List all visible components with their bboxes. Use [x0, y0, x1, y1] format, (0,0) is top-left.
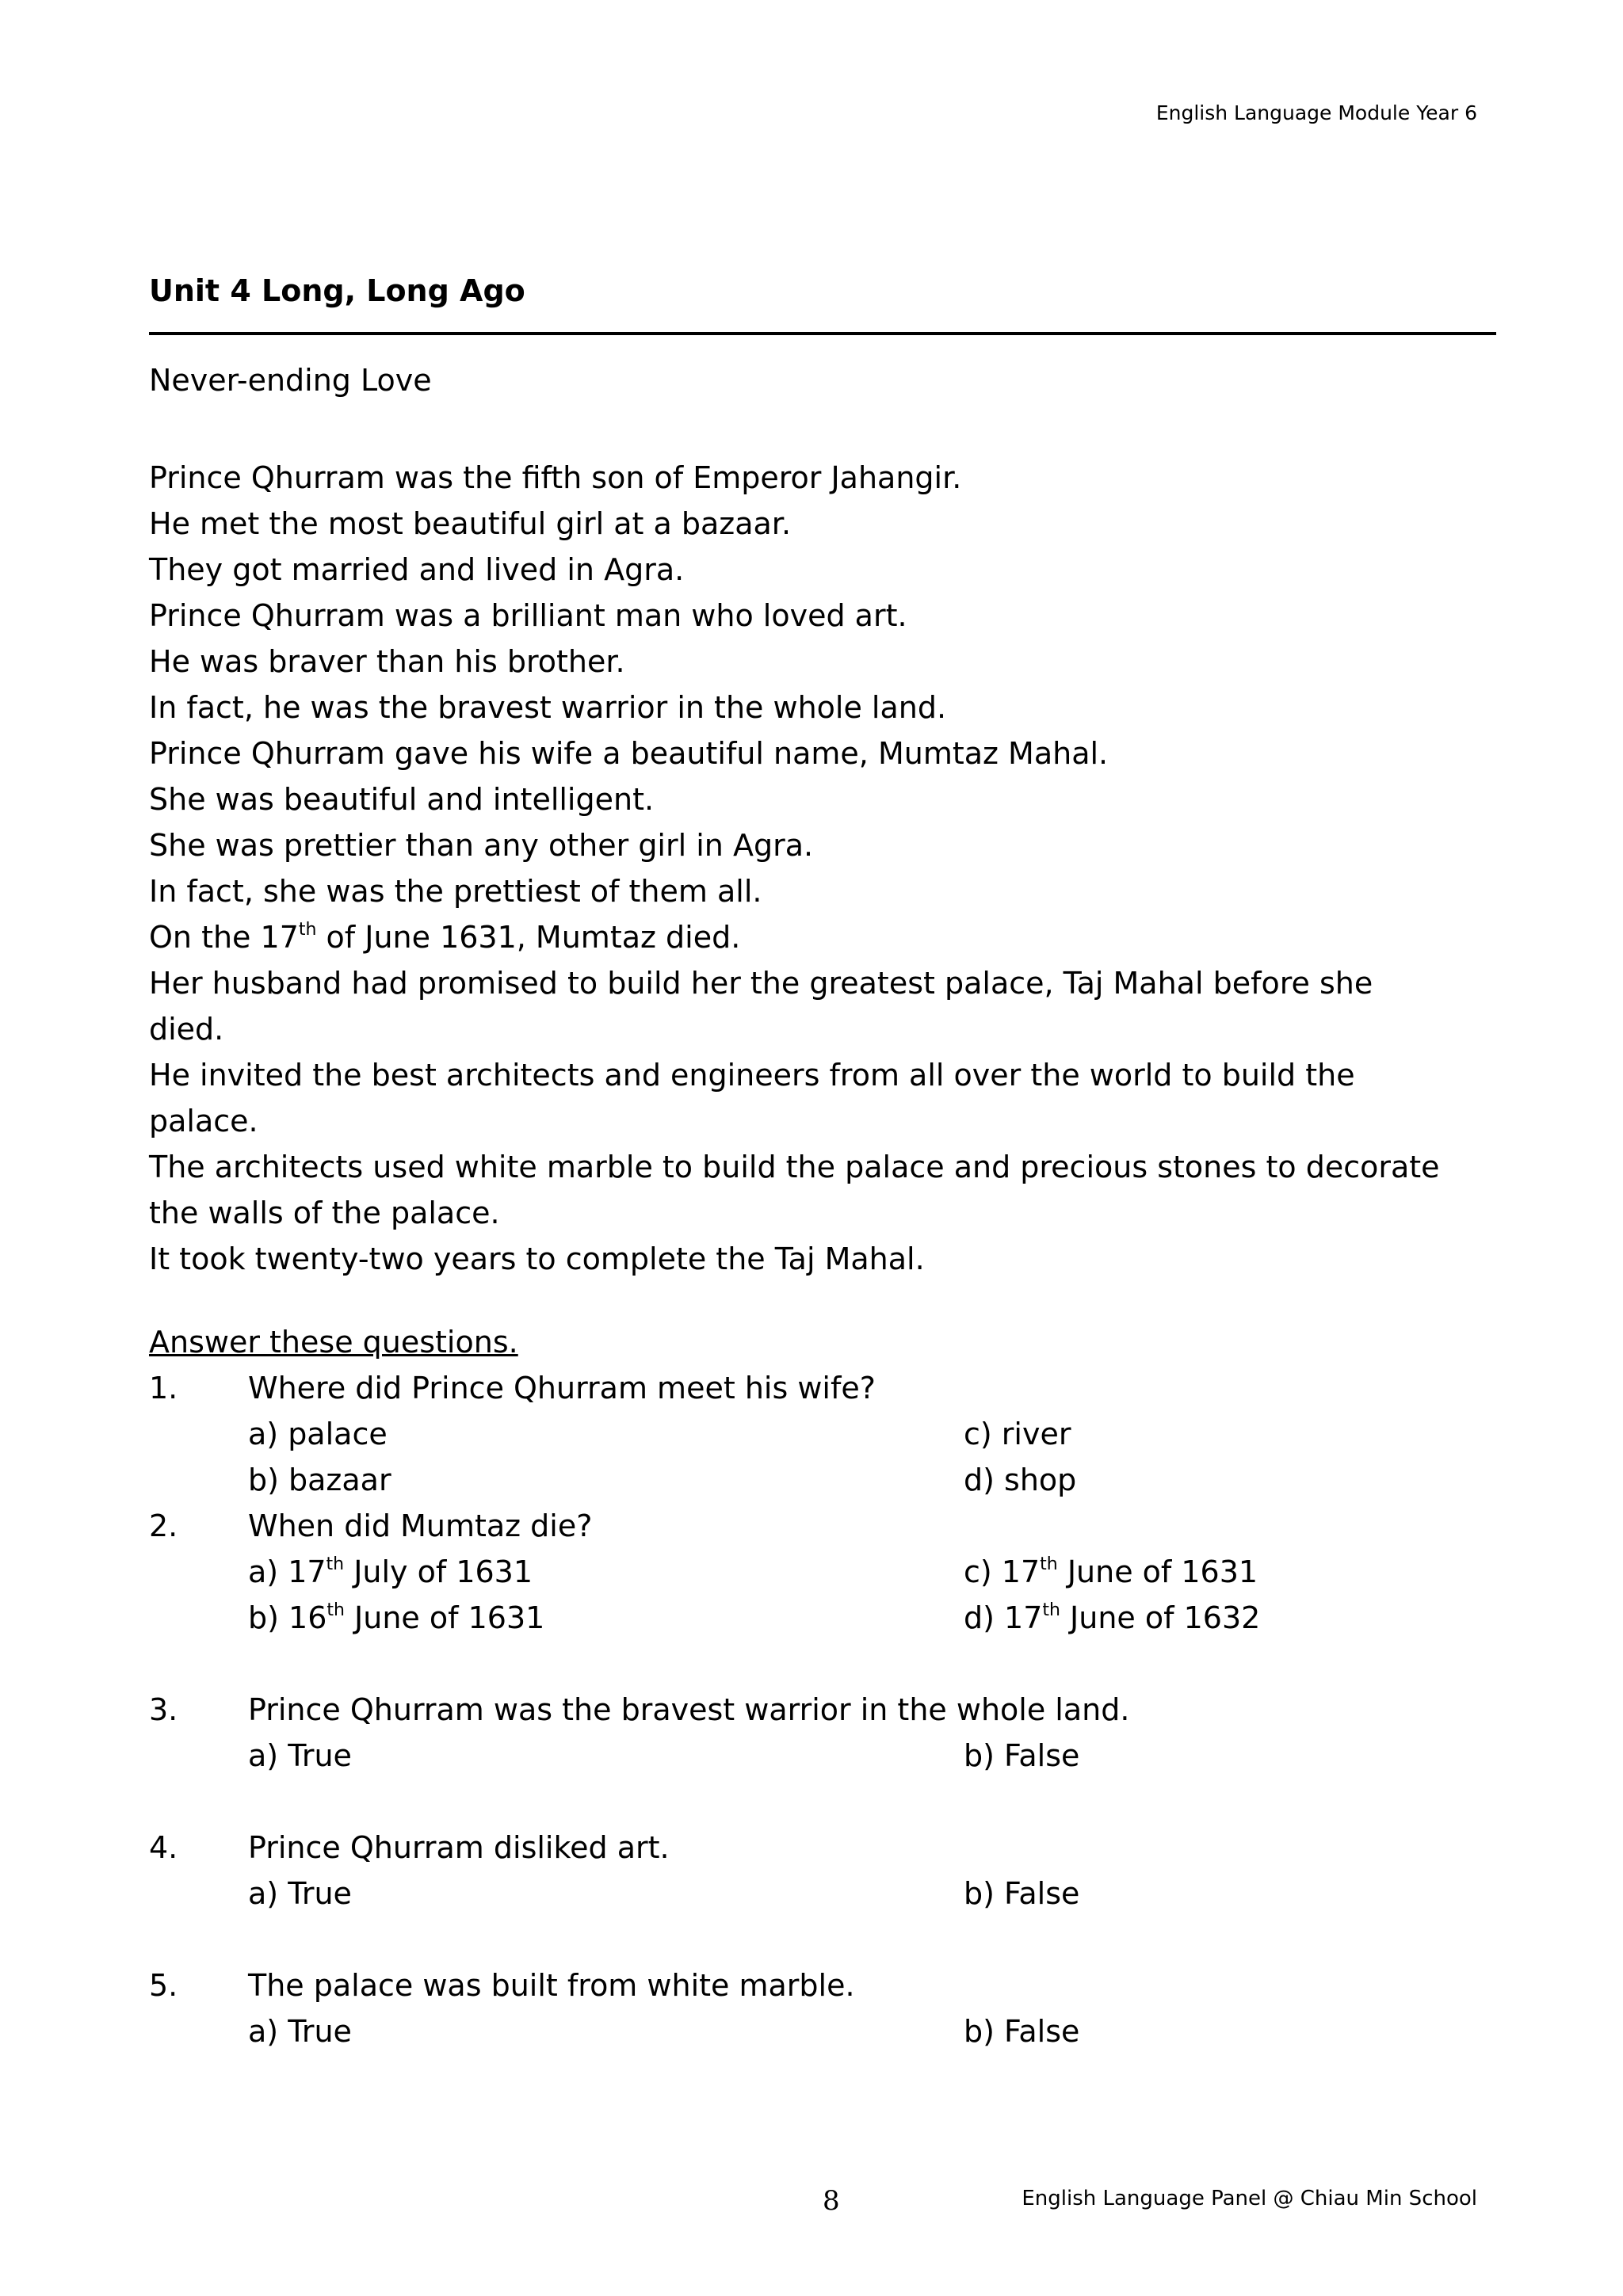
story-text — [149, 455, 1512, 1282]
question-5 — [149, 1968, 1512, 2014]
option-c: c) river — [964, 1417, 1071, 1451]
question-2 — [149, 1508, 1512, 1554]
footer-credit: English Language Panel @ Chiau Min School — [1022, 2187, 1477, 2210]
option-true: a) True — [248, 1876, 352, 1911]
question-number: 4. — [149, 1830, 178, 1865]
question-3-options — [248, 1738, 1437, 1784]
question-number: 3. — [149, 1692, 178, 1727]
option-false: b) False — [964, 2014, 1080, 2049]
ordinal: th — [327, 1600, 345, 1620]
story-line: palace. — [149, 1104, 258, 1138]
story-line: In fact, he was the bravest warrior in the whole land. — [149, 690, 947, 725]
questions-instruction: Answer these questions. — [149, 1325, 518, 1360]
option-true: a) True — [248, 2014, 352, 2049]
question-number: 1. — [149, 1371, 178, 1405]
unit-title: Unit 4 Long, Long Ago — [149, 273, 525, 308]
option-d: d) shop — [964, 1463, 1077, 1497]
story-line: The architects used white marble to build the palace and precious stones to decorate — [149, 1150, 1440, 1184]
question-5-options — [248, 2014, 1437, 2060]
story-line: He invited the best architects and engineers from all over the world to build the — [149, 1058, 1355, 1093]
question-number: 5. — [149, 1968, 178, 2003]
option-text: b) 16 — [248, 1600, 327, 1635]
option-false: b) False — [964, 1876, 1080, 1911]
question-2-options-row-2 — [248, 1600, 1437, 1646]
question-text: Where did Prince Qhurram meet his wife? — [248, 1371, 876, 1405]
option-a — [248, 1554, 533, 1589]
story-line: In fact, she was the prettiest of them all. — [149, 874, 762, 909]
question-text: Prince Qhurram disliked art. — [248, 1830, 670, 1865]
question-text: When did Mumtaz die? — [248, 1508, 593, 1543]
option-text: June of 1632 — [1060, 1600, 1261, 1635]
option-text: a) 17 — [248, 1554, 327, 1589]
date-text-post: of June 1631, Mumtaz died. — [316, 920, 741, 955]
story-line: She was beautiful and intelligent. — [149, 782, 655, 817]
option-text: June of 1631 — [1057, 1554, 1258, 1589]
ordinal: th — [1040, 1554, 1058, 1574]
ordinal: th — [1042, 1600, 1060, 1620]
story-line: They got married and lived in Agra. — [149, 552, 685, 587]
option-c — [964, 1554, 1258, 1589]
story-line: He met the most beautiful girl at a bazaar. — [149, 506, 792, 541]
question-1-options-row-1 — [248, 1417, 1437, 1463]
option-b — [248, 1600, 544, 1635]
question-3 — [149, 1692, 1512, 1738]
option-text: July of 1631 — [344, 1554, 533, 1589]
ordinal: th — [326, 1554, 345, 1574]
story-line: died. — [149, 1012, 224, 1047]
story-line: She was prettier than any other girl in Agra. — [149, 828, 814, 863]
option-true: a) True — [248, 1738, 352, 1773]
story-title: Never-ending Love — [149, 363, 432, 398]
question-text: The palace was built from white marble. — [248, 1968, 855, 2003]
page-number: 8 — [823, 2185, 840, 2217]
option-b: b) bazaar — [248, 1463, 391, 1497]
option-false: b) False — [964, 1738, 1080, 1773]
question-1 — [149, 1371, 1512, 1417]
story-line-date — [149, 914, 1512, 960]
title-divider — [149, 332, 1496, 335]
question-number: 2. — [149, 1508, 178, 1543]
question-2-options-row-1 — [248, 1554, 1437, 1600]
story-line: the walls of the palace. — [149, 1196, 500, 1230]
question-text: Prince Qhurram was the bravest warrior in the whole land. — [248, 1692, 1130, 1727]
module-header: English Language Module Year 6 — [1155, 101, 1477, 124]
option-a: a) palace — [248, 1417, 388, 1451]
option-text: d) 17 — [964, 1600, 1043, 1635]
story-line: Prince Qhurram was the fifth son of Emperor Jahangir. — [149, 460, 962, 495]
story-line: Her husband had promised to build her the greatest palace, Taj Mahal before she — [149, 966, 1373, 1001]
option-text: c) 17 — [964, 1554, 1041, 1589]
story-line: Prince Qhurram gave his wife a beautiful name, Mumtaz Mahal. — [149, 736, 1109, 771]
question-4-options — [248, 1876, 1437, 1922]
question-1-options-row-2 — [248, 1463, 1437, 1508]
question-4 — [149, 1830, 1512, 1876]
option-d — [964, 1600, 1260, 1635]
story-line: Prince Qhurram was a brilliant man who loved art. — [149, 598, 907, 633]
date-ordinal: th — [298, 920, 317, 940]
date-text-pre: On the 17 — [149, 920, 299, 955]
option-text: June of 1631 — [344, 1600, 545, 1635]
story-line: It took twenty-two years to complete the Taj Mahal. — [149, 1241, 925, 1276]
story-line: He was braver than his brother. — [149, 644, 625, 679]
